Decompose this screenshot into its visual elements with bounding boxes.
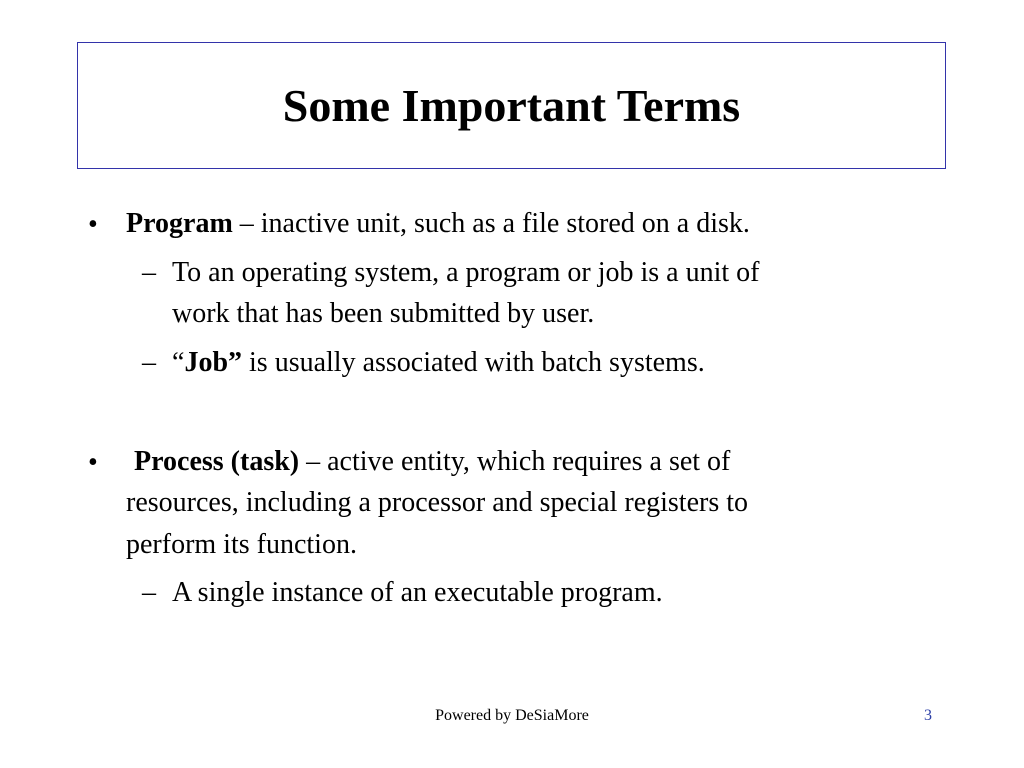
bullet-process-line3: perform its function. — [126, 529, 357, 560]
title-box — [77, 42, 946, 169]
footer-text: Powered by DeSiaMore — [435, 707, 589, 724]
bullet-process-line2: resources, including a processor and special registers to — [126, 487, 749, 518]
bullet-marker: • — [88, 447, 98, 478]
subitem-os-line1: To an operating system, a program or job is a unit of — [172, 257, 760, 288]
sub-bullet-marker: – — [142, 257, 156, 288]
sub-bullet-marker: – — [142, 577, 156, 608]
bullet-process-line1 — [134, 448, 730, 476]
term-job: Job” — [184, 347, 243, 378]
sub-bullet-marker: – — [142, 347, 156, 378]
subitem-os-line2: work that has been submitted by user. — [172, 298, 595, 329]
page-number: 3 — [924, 707, 932, 724]
subitem-instance: A single instance of an executable program. — [172, 577, 663, 608]
slide-title: Some Important Terms — [282, 79, 741, 131]
subitem-job-text: is usually associated with batch systems. — [242, 347, 705, 378]
bullet-program-text: – inactive unit, such as a file stored on a disk. — [232, 208, 750, 239]
subitem-job — [172, 349, 705, 377]
term-process: Process (task) — [134, 446, 300, 477]
bullet-process-text: – active entity, which requires a set of — [299, 446, 731, 477]
bullet-program — [126, 210, 750, 238]
bullet-marker: • — [88, 209, 98, 240]
term-program: Program — [126, 208, 233, 239]
open-quote: “ — [172, 347, 185, 378]
